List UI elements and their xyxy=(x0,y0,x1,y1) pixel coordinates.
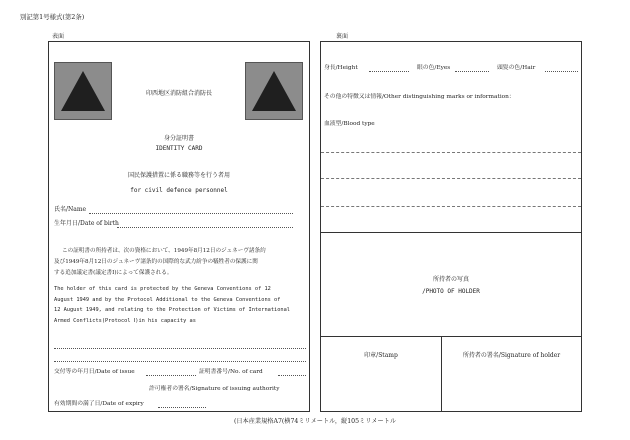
dob-line xyxy=(117,227,293,228)
form-id: 別記第1号様式(第2条) xyxy=(20,13,85,21)
protection-text-ja xyxy=(54,246,306,279)
protection-text-en xyxy=(54,284,308,326)
info-line-1 xyxy=(321,152,581,153)
protection-en-line: The holder of this card is protected by the Geneva Conventions of 12 xyxy=(54,286,271,292)
id-title-en: IDENTITY CARD xyxy=(155,145,203,152)
signature-label: 許可権者の署名/Signature of issuing authority xyxy=(149,386,280,392)
id-title-ja: 身分証明書 xyxy=(163,135,194,142)
civil-defence-emblem-right-icon xyxy=(245,62,303,120)
purpose-en: for civil defence personnel xyxy=(130,187,228,194)
back-card xyxy=(320,41,582,412)
card-number-line xyxy=(278,375,306,376)
blood-type-label: 血液型/Blood type xyxy=(324,121,375,127)
holder-signature-label: 所持者の署名/Signature of holder xyxy=(462,352,561,359)
photo-label-en: /PHOTO OF HOLDER xyxy=(422,288,480,295)
hair-line xyxy=(545,71,578,72)
card-number-label: 証明書番号/No. of card xyxy=(199,369,263,375)
issue-date-line xyxy=(146,375,196,376)
footer-note: (日本産業規格A7(横74ミリメートル，縦105ミリメートル xyxy=(233,418,397,425)
name-line xyxy=(89,213,293,214)
front-label: 表面 xyxy=(52,33,65,40)
eyes-line xyxy=(455,71,489,72)
purpose-ja: 国民保護措置に係る職務等を行う者用 xyxy=(127,172,230,179)
expiry-line xyxy=(158,407,206,408)
name-label: 氏名/Name xyxy=(54,206,87,213)
issuer-name: 印西地区消防組合消防長 xyxy=(145,90,212,97)
front-card xyxy=(48,41,310,412)
expiry-label: 有効期間の満了日/Date of expiry xyxy=(54,401,144,407)
other-marks-label: その他の特徴又は情報/Other distinguishing marks or information： xyxy=(324,94,515,100)
issue-date-label: 交付等の年月日/Date of issue xyxy=(54,369,135,375)
height-line xyxy=(369,71,409,72)
height-label: 身長/Height xyxy=(324,65,358,71)
dob-label: 生年月日/Date of birth xyxy=(54,220,119,227)
protection-en-line: August 1949 and by the Protocol Additional to the Geneva Conventions of xyxy=(54,296,281,303)
protection-en-line: Armed Conflicts(Protocol Ⅰ)in his capacity as xyxy=(54,317,196,324)
stamp-label: 印章/Stamp xyxy=(364,352,398,359)
signature-area-divider xyxy=(441,336,442,411)
capacity-line-2 xyxy=(54,361,306,362)
civil-defence-emblem-left-icon xyxy=(54,62,112,120)
protection-ja-line: する追加議定書(議定書Ⅰ)によって保護される。 xyxy=(54,270,173,276)
protection-ja-line: 及び1949年8月12日のジュネーヴ諸条約の国際的な武力紛争の犠牲者の保護に関 xyxy=(54,259,258,265)
back-label: 裏面 xyxy=(336,33,349,40)
capacity-line-1 xyxy=(54,348,306,349)
eyes-label: 眼の色/Eyes xyxy=(417,65,451,71)
photo-area-top-border xyxy=(321,232,581,233)
protection-en-line: 12 August 1949, and relating to the Protection of Victims of International xyxy=(54,307,290,313)
protection-ja-line: この証明書の所持者は、次の資格において、1949年8月12日のジュネーヴ諸条約 xyxy=(62,248,266,254)
info-line-3 xyxy=(321,206,581,207)
signature-area-top-border xyxy=(321,336,581,337)
photo-label-ja: 所持者の写真 xyxy=(432,276,469,283)
hair-label: 頭髪の色/Hair xyxy=(497,65,536,71)
info-line-2 xyxy=(321,178,581,179)
